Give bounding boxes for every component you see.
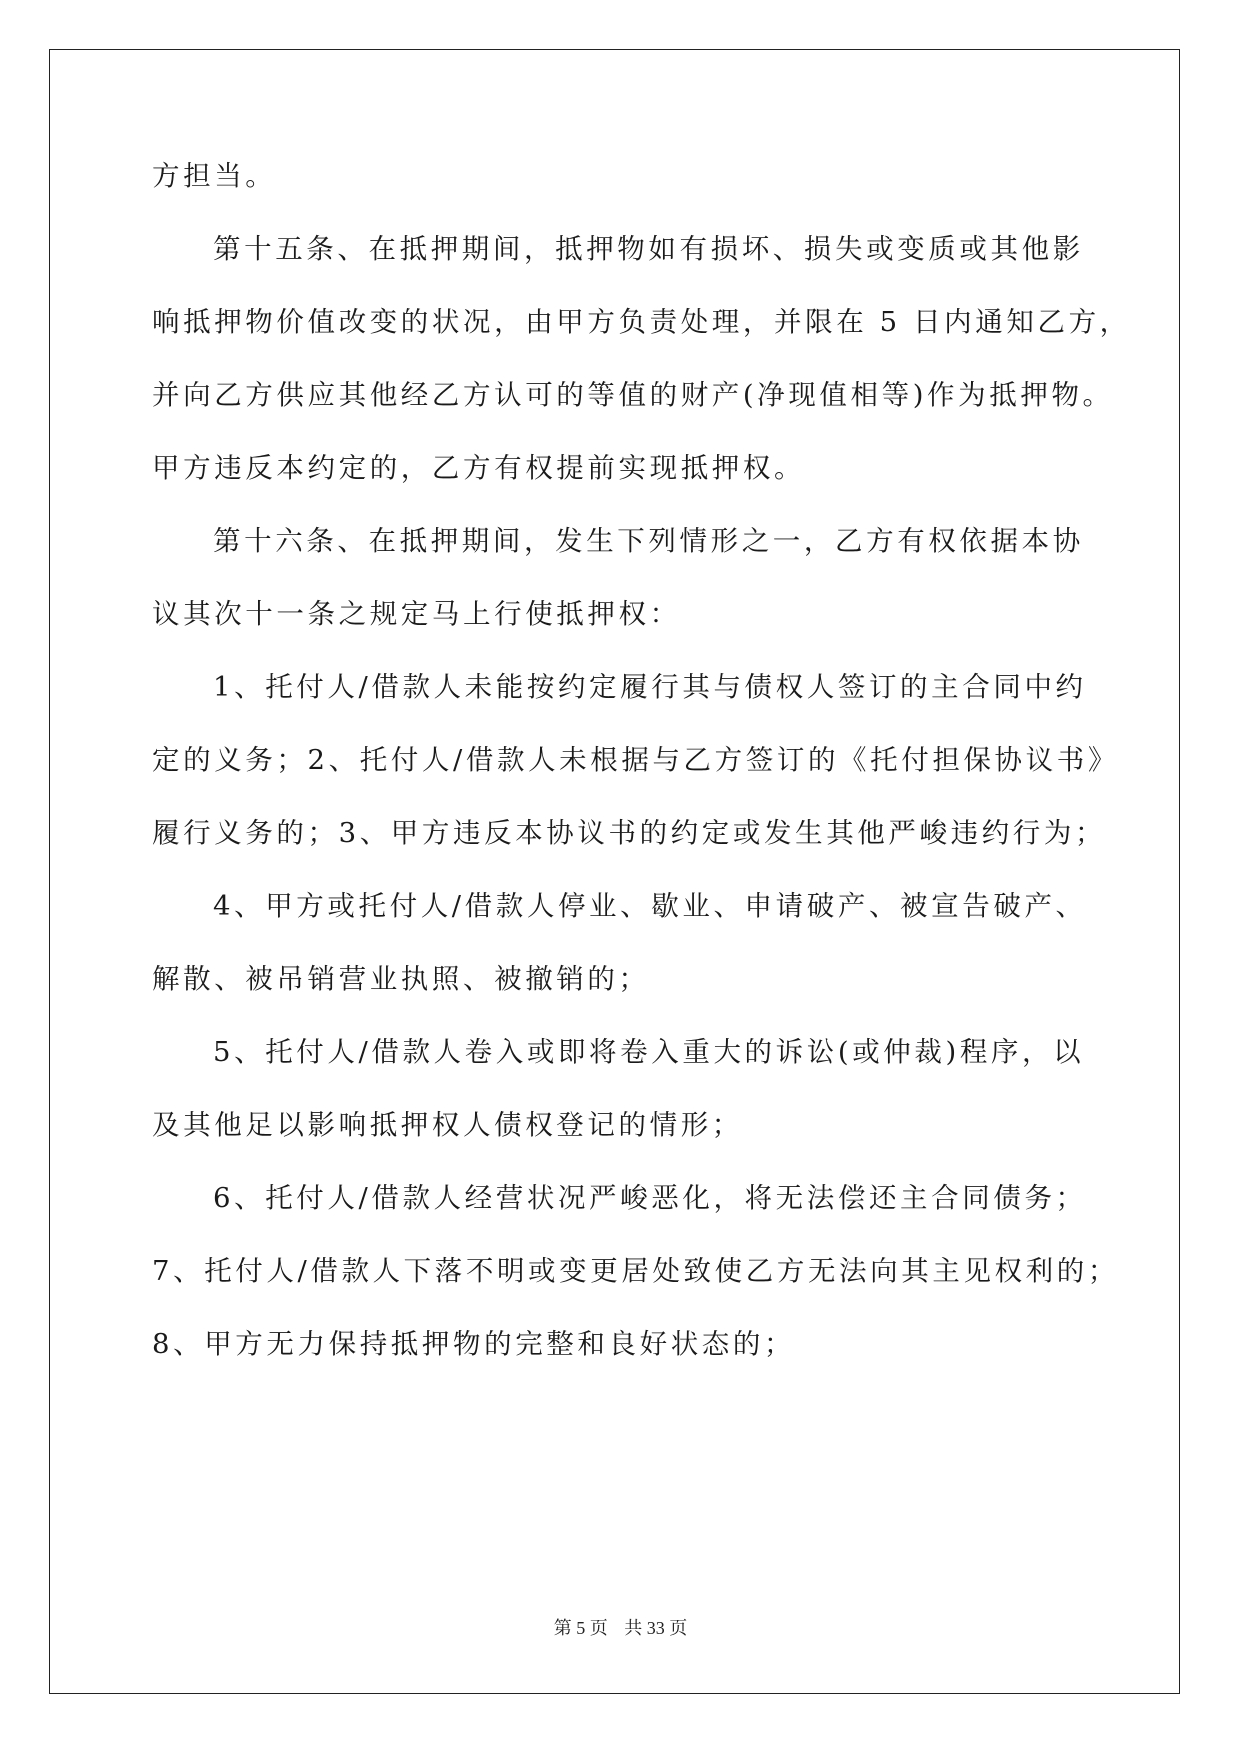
body-text-line: 并向乙方供应其他经乙方认可的等值的财产(净现值相等)作为抵押物。: [152, 379, 1114, 411]
body-text-line: 1、托付人/借款人未能按约定履行其与债权人签订的主合同中约: [213, 671, 1087, 703]
body-text-line: 响抵押物价值改变的状况，由甲方负责处理，并限在 5 日内通知乙方，: [152, 306, 1131, 338]
body-text-line: 及其他足以影响抵押权人债权登记的情形；: [152, 1109, 743, 1141]
body-text-line: 甲方违反本约定的，乙方有权提前实现抵押权。: [152, 452, 806, 484]
body-text-line: 定的义务；2、托付人/借款人未根据与乙方签订的《托付担保协议书》: [152, 744, 1119, 776]
page-number: 第 5 页: [553, 1618, 608, 1638]
page-total: 共 33 页: [624, 1618, 688, 1638]
body-text-line: 8、甲方无力保持抵押物的完整和良好状态的；: [152, 1328, 796, 1360]
page-footer: [0, 1614, 1241, 1640]
body-text-line: 解散、被吊销营业执照、被撤销的；: [152, 963, 650, 995]
body-text-line: 议其次十一条之规定马上行使抵押权：: [152, 598, 681, 630]
body-text-line: 第十五条、在抵押期间，抵押物如有损坏、损失或变质或其他影: [213, 233, 1084, 265]
body-text-line: 4、甲方或托付人/借款人停业、歇业、申请破产、被宣告破产、: [213, 890, 1087, 922]
body-text-line: 5、托付人/借款人卷入或即将卷入重大的诉讼(或仲裁)程序，以: [213, 1036, 1085, 1068]
body-text-line: 第十六条、在抵押期间，发生下列情形之一，乙方有权依据本协: [213, 525, 1084, 557]
body-text-line: 6、托付人/借款人经营状况严峻恶化，将无法偿还主合同债务；: [213, 1182, 1087, 1214]
body-text-line: 履行义务的；3、甲方违反本协议书的约定或发生其他严峻违约行为；: [152, 817, 1107, 849]
body-text-line: 方担当。: [152, 160, 277, 192]
page-border: [49, 49, 1180, 1694]
body-text-line: 7、托付人/借款人下落不明或变更居处致使乙方无法向其主见权利的；: [152, 1255, 1119, 1287]
